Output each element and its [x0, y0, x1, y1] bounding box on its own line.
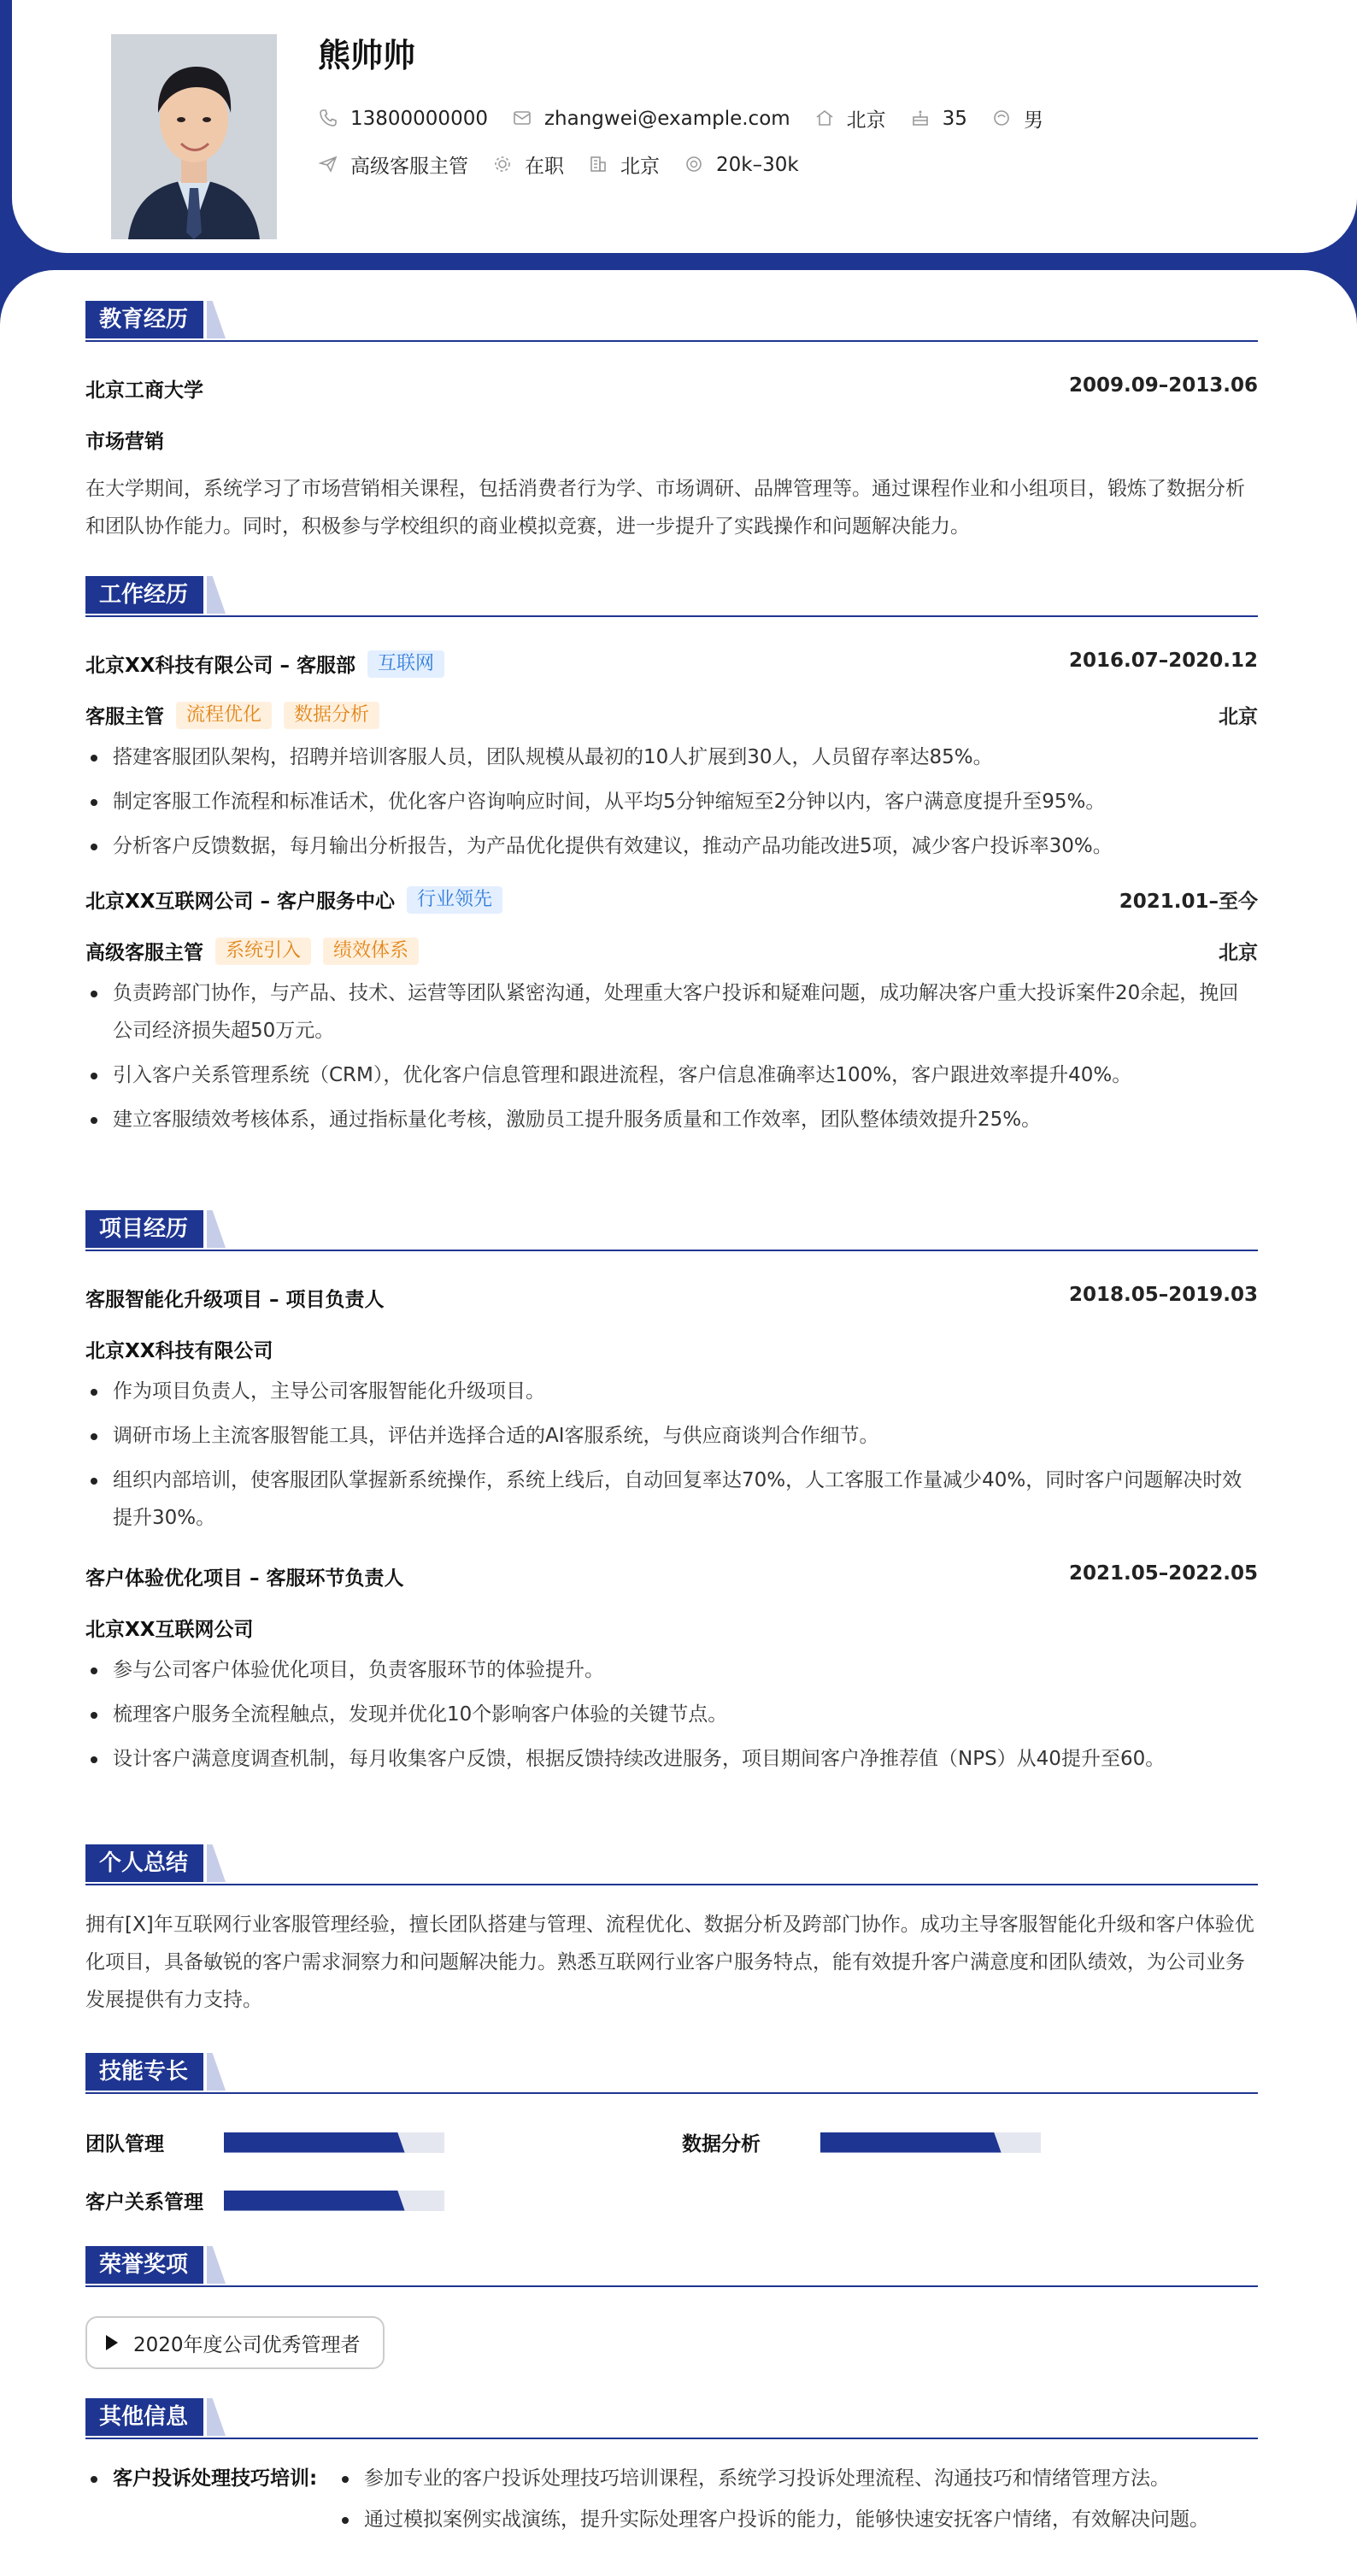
avatar: [111, 34, 277, 239]
work-company-name: 北京XX互联网公司 – 客户服务中心: [85, 891, 395, 913]
summary-section: [85, 1844, 1258, 2019]
section-title-accent: [207, 1210, 226, 1248]
other-label: 客户投诉处理技巧培训:: [113, 2467, 318, 2490]
project-item: [85, 1562, 1258, 1778]
section-title-accent: [207, 2053, 226, 2091]
salary-item: [684, 154, 799, 176]
list-item: 组织内部培训，使客服团队掌握新系统操作，系统上线后，自动回复率达70%，人工客服工作量减少40%，同时客户问题解决时效提升30%。: [85, 1461, 1258, 1537]
education-header-row: [85, 374, 1258, 400]
section-header: [85, 301, 1258, 342]
profile-header: [12, 0, 1357, 253]
age-value: 35: [942, 107, 967, 130]
industry-tag: 行业领先: [407, 886, 502, 914]
target-job-item: [318, 150, 468, 179]
building-icon: [588, 154, 610, 176]
skill-name: 数据分析: [682, 2133, 761, 2155]
project-period: 2021.05–2022.05: [1068, 1562, 1258, 1585]
candidate-name: 熊帅帅: [318, 37, 416, 74]
work-title-text: 客服主管: [85, 706, 164, 728]
skill-tag: 数据分析: [284, 702, 379, 729]
work-section: [85, 576, 1258, 1138]
list-item: 负责跨部门协作，与产品、技术、运营等团队紧密沟通，处理重大客户投诉和疑难问题，成功解决客户重大投诉案件20余起，挽回公司经济损失超50万元。: [85, 974, 1258, 1050]
list-item: 搭建客服团队架构，招聘并培训客服人员，团队规模从最初的10人扩展到30人，人员留存率达85%。: [85, 738, 1258, 776]
project-company-row: [85, 1335, 1258, 1361]
section-header: [85, 2246, 1258, 2287]
skill-level-bar: [820, 2132, 1041, 2153]
gender-icon: [991, 108, 1013, 130]
work-city: 北京: [1219, 942, 1258, 964]
project-bullets: [85, 1373, 1258, 1537]
skills-section: [85, 2053, 1258, 2232]
award-text: 2020年度公司优秀管理者: [133, 2333, 361, 2356]
work-period: 2021.01–至今: [1119, 891, 1258, 913]
email-icon: [512, 108, 534, 130]
awards-section: [85, 2246, 1258, 2369]
work-bullets: [85, 738, 1258, 865]
target-job-value: 高级客服主管: [350, 156, 468, 178]
gender-value: 男: [1023, 109, 1043, 132]
job-intent-row: [318, 150, 823, 179]
other-detail: 通过模拟案例实战演练，提升实际处理客户投诉的能力，能够快速安抚客户情绪，有效解决问题。: [364, 2508, 1209, 2531]
work-title-row: [85, 701, 1258, 726]
work-title-text: 高级客服主管: [85, 942, 203, 964]
skill-item: [85, 2186, 444, 2214]
work-company-name: 北京XX科技有限公司 – 客服部: [85, 655, 355, 677]
project-company: 北京XX互联网公司: [85, 1619, 254, 1641]
section-header: [85, 576, 1258, 617]
work-company: [85, 650, 444, 678]
list-item: 分析客户反馈数据，每月输出分析报告，为产品优化提供有效建议，推动产品功能改进5项，减少客户投诉率30%。: [85, 827, 1258, 865]
project-item: [85, 1284, 1258, 1537]
skill-name: 客户关系管理: [85, 2191, 203, 2214]
home-icon: [814, 108, 837, 130]
gear-icon: [492, 154, 514, 176]
play-triangle-icon: [106, 2335, 118, 2350]
bullet-dot: [91, 2476, 97, 2483]
section-title: 教育经历: [85, 301, 203, 338]
education-section: [85, 301, 1258, 545]
age-item: [910, 108, 967, 130]
work-city: 北京: [1219, 706, 1258, 728]
work-title-row: [85, 937, 1258, 962]
work-title: [85, 937, 419, 965]
school-name: 北京工商大学: [85, 379, 203, 402]
email-value: zhangwei@example.com: [543, 107, 790, 130]
work-header-row: [85, 650, 1258, 675]
skill-level-fill: [224, 2191, 405, 2211]
coin-icon: [684, 154, 706, 176]
location-value: 北京: [846, 109, 886, 132]
other-detail: 参加专业的客户投诉处理技巧培训课程，系统学习投诉处理流程、沟通技巧和情绪管理方法。: [364, 2467, 1170, 2490]
phone-item: [318, 108, 488, 130]
skill-level-fill: [224, 2132, 405, 2153]
salary-value: 20k–30k: [716, 153, 799, 176]
section-title: 技能专长: [85, 2053, 203, 2091]
skill-item: [85, 2128, 444, 2156]
cake-icon: [910, 108, 932, 130]
award-badge: [85, 2316, 385, 2369]
send-icon: [318, 154, 340, 176]
list-item: 参与公司客户体验优化项目，负责客服环节的体验提升。: [85, 1651, 1258, 1689]
contact-row: [318, 104, 1067, 132]
section-title: 项目经历: [85, 1210, 203, 1248]
target-city-item: [588, 150, 660, 179]
major-row: [85, 426, 1258, 451]
skill-name: 团队管理: [85, 2133, 164, 2155]
list-item: 作为项目负责人，主导公司客服智能化升级项目。: [85, 1373, 1258, 1410]
projects-section: [85, 1210, 1258, 1778]
work-title: [85, 701, 379, 729]
work-header-row: [85, 885, 1258, 911]
section-header: [85, 2053, 1258, 2094]
section-header: [85, 1844, 1258, 1885]
work-period: 2016.07–2020.12: [1068, 650, 1258, 672]
avatar-photo: [111, 34, 277, 239]
list-item: 梳理客户服务全流程触点，发现并优化10个影响客户体验的关键节点。: [85, 1696, 1258, 1733]
section-title-accent: [207, 2246, 226, 2284]
section-title: 其他信息: [85, 2398, 203, 2436]
phone-value: 13800000000: [350, 107, 488, 130]
bullet-dot: [342, 2517, 349, 2524]
other-section: [85, 2398, 1258, 2544]
education-period: 2009.09–2013.06: [1068, 374, 1258, 397]
section-header: [85, 1210, 1258, 1251]
location-item: [814, 104, 886, 132]
project-header-row: [85, 1562, 1258, 1588]
list-item: 设计客户满意度调查机制，每月收集客户反馈，根据反馈持续改进服务，项目期间客户净推荐值（NPS）从40提升至60。: [85, 1740, 1258, 1778]
summary-text: 拥有[X]年互联网行业客服管理经验，擅长团队搭建与管理、流程优化、数据分析及跨部门协作。成功主导客服智能化升级和客户体验优化项目，具备敏锐的客户需求洞察力和问题解决能力。熟悉互联网行业客户服务特点，能有效提升客户满意度和团队绩效，为公司业务发展提供有力支持。: [85, 1914, 1254, 2011]
list-item: 制定客服工作流程和标准话术，优化客户咨询响应时间，从平均5分钟缩短至2分钟以内，客户满意度提升至95%。: [85, 783, 1258, 820]
section-title: 工作经历: [85, 576, 203, 614]
section-title-accent: [207, 2398, 226, 2436]
email-item: [512, 108, 790, 130]
bullet-dot: [342, 2476, 349, 2483]
project-header-row: [85, 1284, 1258, 1309]
section-title-accent: [207, 576, 226, 614]
education-description: 在大学期间，系统学习了市场营销相关课程，包括消费者行为学、市场调研、品牌管理等。通过课程作业和小组项目，锻炼了数据分析和团队协作能力。同时，积极参与学校组织的商业模拟竞赛，进一步提升了实践操作和问题解决能力。: [85, 478, 1245, 538]
project-name: 客户体验优化项目 – 客服环节负责人: [85, 1567, 404, 1590]
other-item: [85, 2460, 1258, 2544]
section-header: [85, 2398, 1258, 2439]
section-title-accent: [207, 301, 226, 338]
section-title-accent: [207, 1844, 226, 1882]
industry-tag: 互联网: [367, 650, 444, 678]
project-company: 北京XX科技有限公司: [85, 1340, 273, 1362]
skill-tag: 流程优化: [176, 702, 272, 729]
project-company-row: [85, 1614, 1258, 1639]
work-item: [85, 885, 1258, 1138]
project-name: 客服智能化升级项目 – 项目负责人: [85, 1289, 385, 1311]
phone-icon: [318, 108, 340, 130]
list-item: 引入客户关系管理系统（CRM），优化客户信息管理和跟进流程，客户信息准确率达100%，客户跟进效率提升40%。: [85, 1056, 1258, 1094]
major-name: 市场营销: [85, 431, 164, 453]
work-item: [85, 650, 1258, 865]
status-value: 在职: [525, 156, 564, 178]
work-bullets: [85, 974, 1258, 1138]
skill-level-fill: [820, 2132, 1002, 2153]
work-company: [85, 885, 502, 914]
list-item: 调研市场上主流客服智能工具，评估并选择合适的AI客服系统，与供应商谈判合作细节。: [85, 1417, 1258, 1455]
skill-tag: 系统引入: [215, 938, 311, 965]
section-title: 荣誉奖项: [85, 2246, 203, 2284]
status-item: [492, 150, 564, 179]
skill-level-bar: [224, 2132, 444, 2153]
gender-item: [991, 104, 1043, 132]
project-period: 2018.05–2019.03: [1068, 1284, 1258, 1306]
section-title: 个人总结: [85, 1844, 203, 1882]
list-item: 建立客服绩效考核体系，通过指标量化考核，激励员工提升服务质量和工作效率，团队整体绩效提升25%。: [85, 1101, 1258, 1138]
skill-tag: 绩效体系: [323, 938, 419, 965]
target-city-value: 北京: [620, 156, 660, 178]
skill-item: [682, 2128, 1041, 2156]
skill-level-bar: [224, 2191, 444, 2211]
project-bullets: [85, 1651, 1258, 1778]
